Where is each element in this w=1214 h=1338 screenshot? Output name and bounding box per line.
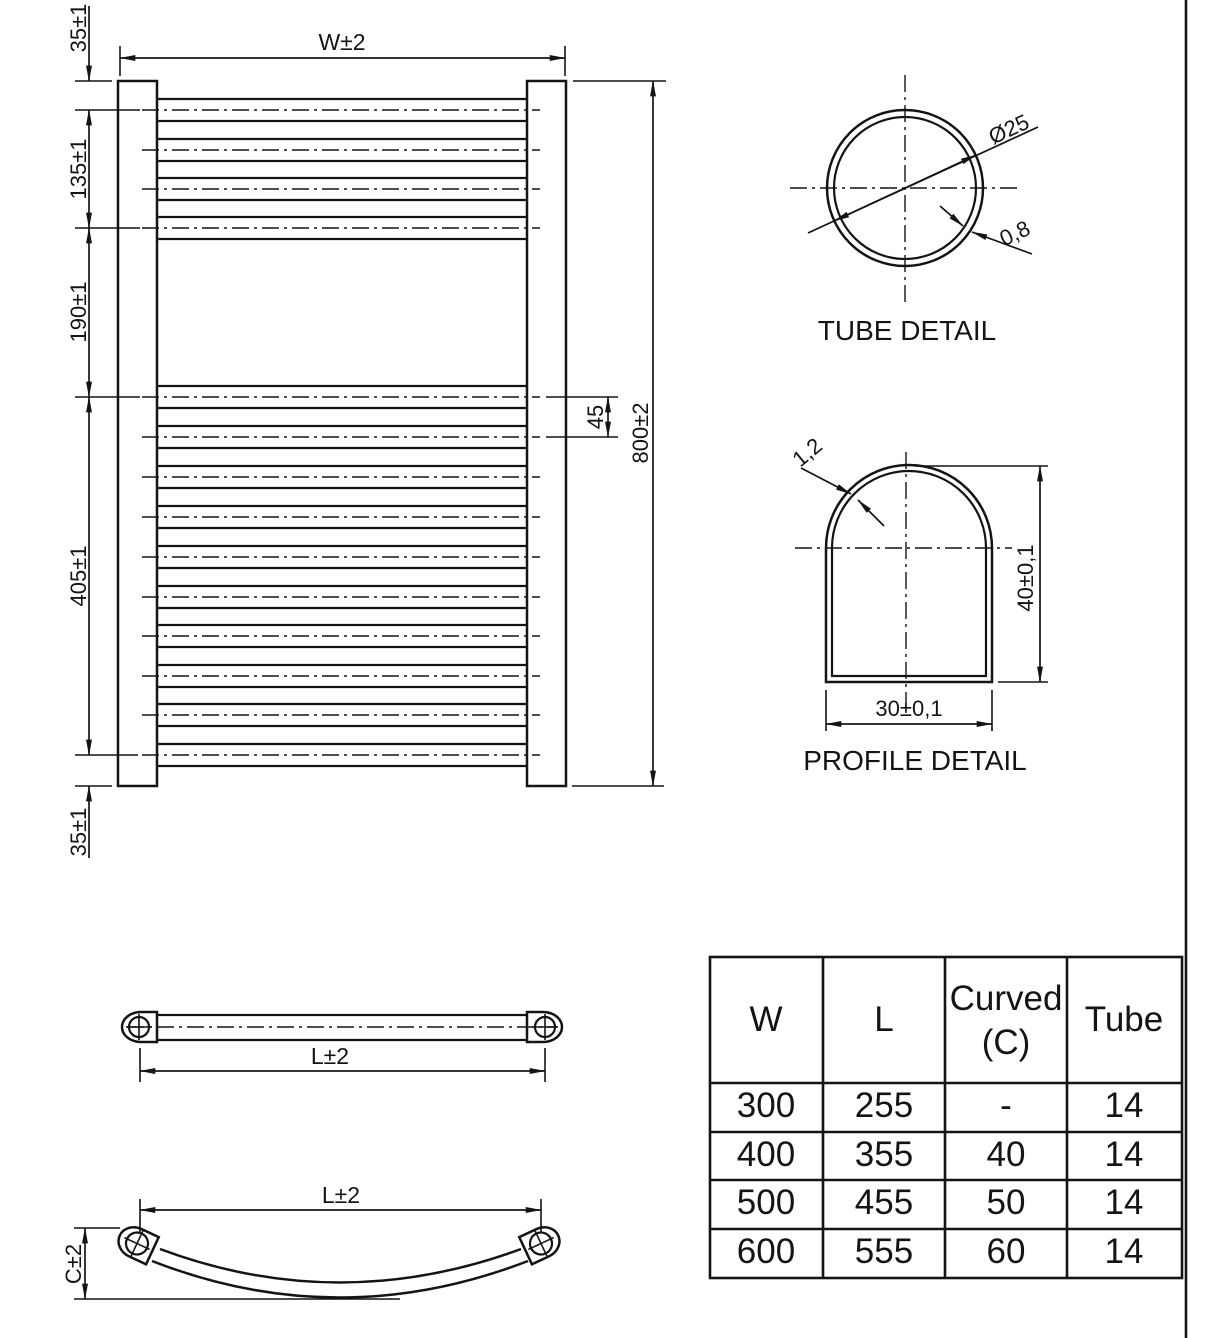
table-cell: 600 xyxy=(736,1232,796,1271)
dim-label-length-straight: L±2 xyxy=(310,1043,350,1069)
table-cell: 255 xyxy=(854,1086,914,1125)
size-table xyxy=(710,957,1182,1278)
curve-bottom-edge xyxy=(152,1261,528,1298)
dim-label-tube-diameter: Ø25 xyxy=(984,109,1033,150)
table-cell: 300 xyxy=(736,1086,796,1125)
hole-cross xyxy=(535,1231,547,1256)
dim-label-height: 800±2 xyxy=(628,402,653,464)
dim-label-length-curved: L±2 xyxy=(321,1182,361,1208)
tube-detail-title: TUBE DETAIL xyxy=(817,315,997,346)
dim-label-tube-pitch: 45 xyxy=(583,404,608,430)
tube-detail-view xyxy=(790,75,1038,346)
table-cell: 500 xyxy=(736,1183,796,1222)
table-cell: 455 xyxy=(854,1183,914,1222)
dim-label-lower-group: 405±1 xyxy=(66,545,91,607)
profile-wall-arrow-outer xyxy=(801,468,851,494)
dim-label-width: W±2 xyxy=(318,29,366,55)
dim-label-profile-wall: 1,2 xyxy=(787,432,827,472)
tube-rows xyxy=(142,99,540,766)
dim-label-middle-gap: 190±1 xyxy=(66,281,91,343)
profile-wall-arrow-inner xyxy=(858,500,884,526)
table-cell: 14 xyxy=(1104,1183,1144,1222)
dim-label-profile-width: 30±0,1 xyxy=(875,696,943,721)
hole-cross xyxy=(131,1231,143,1256)
curve-right-cap xyxy=(519,1222,564,1264)
diameter-arrow xyxy=(905,155,976,188)
wall-arrow-inner xyxy=(940,206,963,226)
table-header-l: L xyxy=(874,1000,894,1039)
profile-inner xyxy=(832,471,986,676)
table-cell: 60 xyxy=(986,1232,1026,1271)
table-header-tube: Tube xyxy=(1084,1000,1164,1039)
profile-detail-title: PROFILE DETAIL xyxy=(803,745,1027,776)
dim-label-bottom-margin: 35±1 xyxy=(66,807,91,857)
table-header-w: W xyxy=(749,1000,783,1039)
dim-label-upper-group: 135±1 xyxy=(66,138,91,200)
front-view xyxy=(66,4,666,858)
table-cell: 14 xyxy=(1104,1135,1144,1174)
table-header-curved: Curved xyxy=(949,979,1063,1018)
table-cell: 40 xyxy=(986,1135,1026,1174)
curve-top-edge xyxy=(160,1249,521,1283)
table-cell: 14 xyxy=(1104,1086,1144,1125)
dim-label-tube-wall: 0,8 xyxy=(995,215,1034,251)
straight-bar-view xyxy=(122,1012,562,1082)
right-post xyxy=(527,81,566,786)
curved-bar-view xyxy=(61,1182,565,1299)
table-cell: - xyxy=(1000,1086,1012,1125)
table-cell: 50 xyxy=(986,1183,1026,1222)
dim-label-profile-height: 40±0,1 xyxy=(1013,544,1038,612)
table-cell: 400 xyxy=(736,1135,796,1174)
table-cell: 14 xyxy=(1104,1232,1144,1271)
dim-label-curve: C±2 xyxy=(61,1243,86,1285)
curve-left-cap xyxy=(113,1222,158,1264)
diameter-arrow xyxy=(834,188,905,221)
table-cell: 555 xyxy=(854,1232,914,1271)
profile-detail-view xyxy=(787,433,1048,776)
left-post xyxy=(118,81,157,786)
table-cell: 355 xyxy=(854,1135,914,1174)
table-header-curved-2: (C) xyxy=(981,1023,1031,1062)
dim-label-top-margin: 35±1 xyxy=(66,3,91,53)
